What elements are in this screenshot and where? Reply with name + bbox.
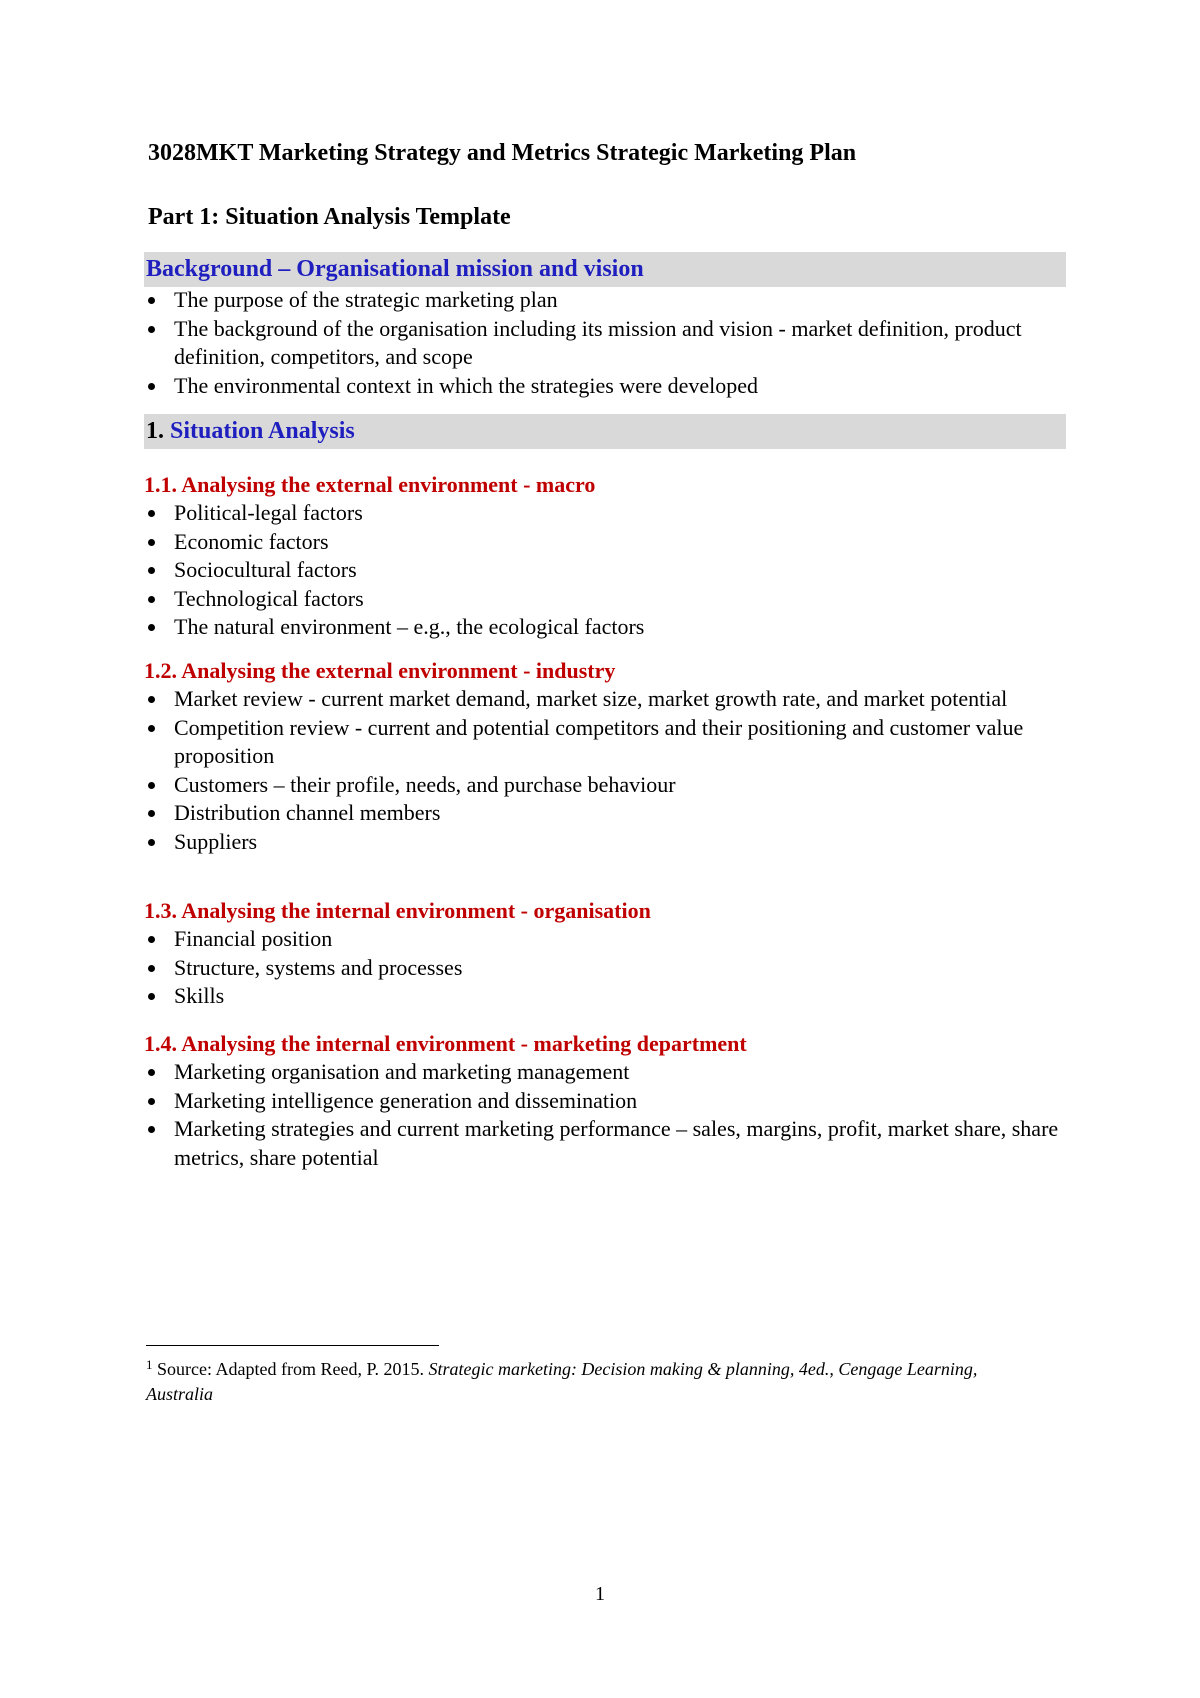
section-1-2-heading: 1.2. Analysing the external environment - industry	[144, 658, 616, 683]
situation-heading-band	[144, 414, 1066, 449]
section-1-4-heading: 1.4. Analysing the internal environment - marketing department	[144, 1031, 747, 1056]
footnote-book-title: Strategic marketing: Decision making & planning, 4ed., Cengage Learning, Australia	[146, 1359, 978, 1404]
list-item: Customers – their profile, needs, and purchase behaviour	[144, 771, 1074, 800]
list-item: Sociocultural factors	[144, 556, 1074, 585]
background-list	[144, 286, 1074, 400]
list-item: Market review - current market demand, market size, market growth rate, and market potential	[144, 685, 1074, 714]
document-title: 3028MKT Marketing Strategy and Metrics Strategic Marketing Plan	[148, 140, 857, 166]
list-item: Technological factors	[144, 585, 1074, 614]
list-item: The purpose of the strategic marketing plan	[144, 286, 1074, 315]
list-item: The natural environment – e.g., the ecological factors	[144, 613, 1074, 642]
situation-heading	[146, 418, 355, 445]
list-item: Competition review - current and potential competitors and their positioning and customer value proposition	[144, 714, 1074, 771]
section-1-3-list	[144, 925, 1074, 1011]
list-item: Distribution channel members	[144, 799, 1074, 828]
document-subtitle: Part 1: Situation Analysis Template	[148, 204, 511, 230]
section-1-4-list	[144, 1058, 1074, 1172]
list-item: Political-legal factors	[144, 499, 1074, 528]
section-1-3-heading: 1.3. Analysing the internal environment - organisation	[144, 898, 651, 923]
situation-number: 1.	[146, 418, 164, 444]
footnote-marker: 1	[146, 1357, 153, 1372]
background-heading-band	[144, 252, 1066, 287]
list-item: Marketing intelligence generation and dissemination	[144, 1087, 1074, 1116]
page-number: 1	[595, 1583, 605, 1605]
section-1-1-heading: 1.1. Analysing the external environment - macro	[144, 472, 596, 497]
footnote	[146, 1352, 1026, 1407]
situation-title: Situation Analysis	[170, 418, 355, 444]
list-item: Marketing organisation and marketing management	[144, 1058, 1074, 1087]
list-item: Financial position	[144, 925, 1074, 954]
background-heading: Background – Organisational mission and vision	[146, 256, 644, 282]
list-item: Marketing strategies and current marketing performance – sales, margins, profit, market share, share metrics, share potential	[144, 1115, 1074, 1172]
section-1-1-list	[144, 499, 1074, 642]
section-1-2-list	[144, 685, 1074, 856]
footnote-source: Source: Adapted from Reed, P. 2015.	[152, 1359, 429, 1379]
footnote-separator	[146, 1345, 439, 1346]
list-item: The background of the organisation including its mission and vision - market definition, product definition, competitors, and scope	[144, 315, 1074, 372]
list-item: The environmental context in which the strategies were developed	[144, 372, 1074, 401]
list-item: Economic factors	[144, 528, 1074, 557]
list-item: Structure, systems and processes	[144, 954, 1074, 983]
list-item: Suppliers	[144, 828, 1074, 857]
list-item: Skills	[144, 982, 1074, 1011]
